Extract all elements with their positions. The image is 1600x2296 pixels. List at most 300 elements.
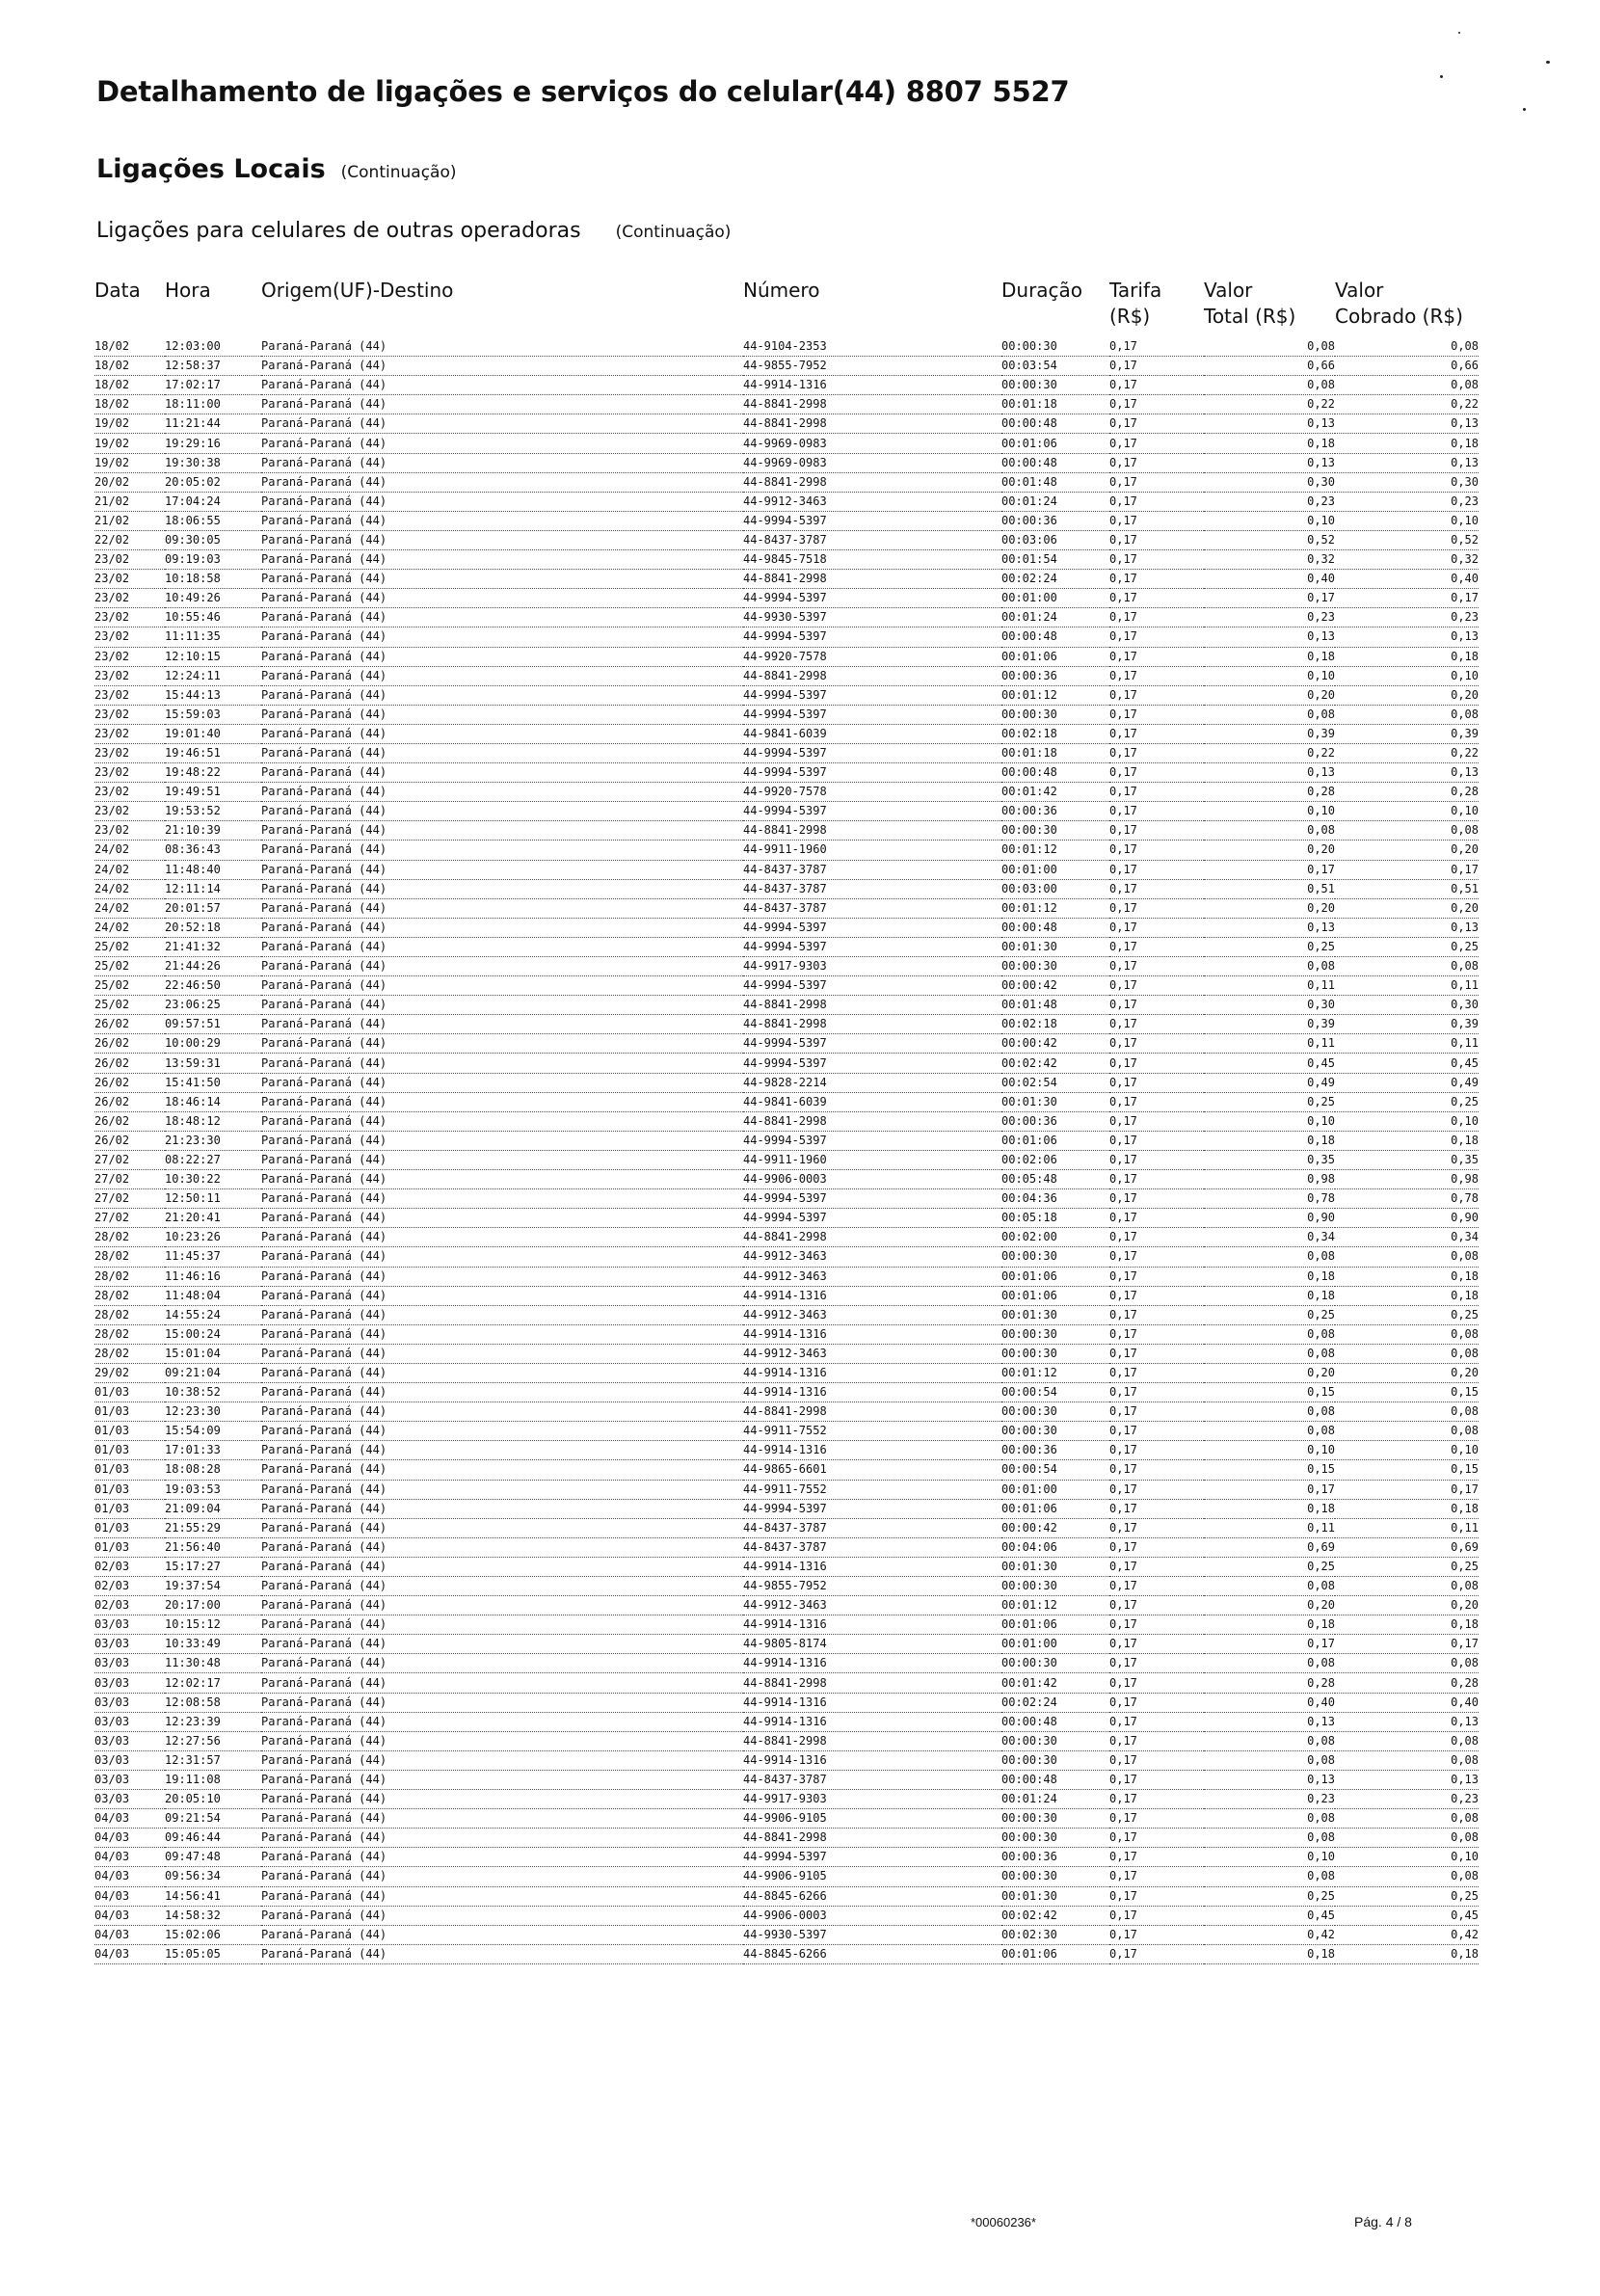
cell-valor-total: 0,18 (1204, 434, 1335, 453)
cell-origem: Paraná-Paraná (44) (261, 841, 743, 860)
cell-data: 23/02 (94, 705, 165, 724)
cell-valor-cobrado: 0,10 (1335, 1441, 1479, 1460)
cell-valor-cobrado: 0,10 (1335, 1848, 1479, 1867)
table-row (94, 1518, 1479, 1537)
cell-origem: Paraná-Paraná (44) (261, 337, 743, 357)
cell-valor-total: 0,17 (1204, 1480, 1335, 1499)
cell-numero: 44-9911-1960 (743, 1150, 1001, 1169)
cell-hora: 11:46:16 (165, 1267, 261, 1286)
cell-numero: 44-9845-7518 (743, 550, 1001, 570)
cell-valor-total: 0,34 (1204, 1228, 1335, 1247)
cell-duracao: 00:01:06 (1001, 647, 1109, 666)
cell-tarifa: 0,17 (1109, 879, 1204, 898)
cell-data: 04/03 (94, 1829, 165, 1848)
cell-valor-cobrado: 0,69 (1335, 1537, 1479, 1557)
cell-valor-total: 0,25 (1204, 1305, 1335, 1324)
cell-valor-cobrado: 0,18 (1335, 647, 1479, 666)
cell-valor-total: 0,20 (1204, 1363, 1335, 1382)
cell-tarifa: 0,17 (1109, 763, 1204, 783)
table-row (94, 898, 1479, 918)
cell-tarifa: 0,17 (1109, 976, 1204, 996)
cell-valor-cobrado: 0,08 (1335, 1809, 1479, 1829)
cell-valor-cobrado: 0,18 (1335, 1131, 1479, 1150)
cell-tarifa: 0,17 (1109, 1267, 1204, 1286)
scan-speck (1458, 32, 1460, 34)
cell-valor-cobrado: 0,08 (1335, 1577, 1479, 1596)
cell-duracao: 00:01:06 (1001, 1944, 1109, 1963)
subsection-continuation: (Continuação) (615, 223, 732, 242)
cell-data: 01/03 (94, 1460, 165, 1480)
cell-valor-cobrado: 0,15 (1335, 1383, 1479, 1402)
table-row (94, 1673, 1479, 1693)
cell-numero: 44-8841-2998 (743, 570, 1001, 589)
cell-valor-total: 0,25 (1204, 1557, 1335, 1576)
cell-tarifa: 0,17 (1109, 1422, 1204, 1441)
cell-duracao: 00:01:12 (1001, 1596, 1109, 1615)
table-row (94, 802, 1479, 821)
cell-valor-cobrado: 0,40 (1335, 1693, 1479, 1712)
table-row (94, 1770, 1479, 1789)
cell-tarifa: 0,17 (1109, 1925, 1204, 1944)
cell-hora: 21:44:26 (165, 957, 261, 976)
cell-hora: 19:37:54 (165, 1577, 261, 1596)
table-row (94, 1131, 1479, 1150)
cell-data: 23/02 (94, 627, 165, 647)
cell-valor-cobrado: 0,08 (1335, 1422, 1479, 1441)
cell-data: 26/02 (94, 1131, 165, 1150)
cell-tarifa: 0,17 (1109, 357, 1204, 376)
cell-origem: Paraná-Paraná (44) (261, 802, 743, 821)
table-row (94, 1344, 1479, 1363)
cell-valor-total: 0,45 (1204, 1906, 1335, 1925)
cell-valor-total: 0,18 (1204, 1267, 1335, 1286)
cell-numero: 44-9994-5397 (743, 1131, 1001, 1150)
table-row (94, 589, 1479, 608)
cell-numero: 44-9914-1316 (743, 1383, 1001, 1402)
cell-tarifa: 0,17 (1109, 1034, 1204, 1054)
cell-valor-total: 0,08 (1204, 821, 1335, 841)
cell-origem: Paraná-Paraná (44) (261, 860, 743, 879)
cell-numero: 44-9906-9105 (743, 1809, 1001, 1829)
cell-origem: Paraná-Paraná (44) (261, 937, 743, 956)
cell-origem: Paraná-Paraná (44) (261, 1034, 743, 1054)
cell-valor-cobrado: 0,11 (1335, 1034, 1479, 1054)
cell-origem: Paraná-Paraná (44) (261, 976, 743, 996)
table-row (94, 1731, 1479, 1750)
cell-hora: 21:20:41 (165, 1209, 261, 1228)
cell-tarifa: 0,17 (1109, 434, 1204, 453)
cell-numero: 44-8437-3787 (743, 1518, 1001, 1537)
cell-numero: 44-9914-1316 (743, 1615, 1001, 1635)
cell-data: 28/02 (94, 1286, 165, 1305)
table-row (94, 1635, 1479, 1654)
cell-tarifa: 0,17 (1109, 530, 1204, 549)
cell-numero: 44-9994-5397 (743, 802, 1001, 821)
cell-numero: 44-8841-2998 (743, 414, 1001, 434)
cell-duracao: 00:01:30 (1001, 1305, 1109, 1324)
cell-origem: Paraná-Paraná (44) (261, 705, 743, 724)
cell-duracao: 00:01:30 (1001, 1886, 1109, 1906)
cell-valor-cobrado: 0,13 (1335, 627, 1479, 647)
cell-hora: 18:48:12 (165, 1111, 261, 1131)
table-row (94, 1499, 1479, 1518)
cell-numero: 44-8841-2998 (743, 666, 1001, 685)
cell-valor-total: 0,23 (1204, 608, 1335, 627)
col-header-data: Data (94, 279, 141, 302)
cell-origem: Paraná-Paraná (44) (261, 879, 743, 898)
cell-duracao: 00:03:00 (1001, 879, 1109, 898)
table-row (94, 1441, 1479, 1460)
cell-origem: Paraná-Paraná (44) (261, 1324, 743, 1344)
cell-valor-total: 0,08 (1204, 1654, 1335, 1673)
cell-hora: 19:03:53 (165, 1480, 261, 1499)
cell-valor-total: 0,22 (1204, 395, 1335, 414)
cell-data: 28/02 (94, 1305, 165, 1324)
cell-hora: 12:31:57 (165, 1750, 261, 1770)
cell-tarifa: 0,17 (1109, 1305, 1204, 1324)
col-header-tarifa (1109, 278, 1204, 337)
cell-numero: 44-9914-1316 (743, 1441, 1001, 1460)
cell-tarifa: 0,17 (1109, 1596, 1204, 1615)
cell-duracao: 00:04:36 (1001, 1189, 1109, 1209)
cell-duracao: 00:00:42 (1001, 976, 1109, 996)
cell-tarifa: 0,17 (1109, 1131, 1204, 1150)
cell-tarifa: 0,17 (1109, 1286, 1204, 1305)
cell-hora: 15:41:50 (165, 1073, 261, 1092)
cell-hora: 09:21:54 (165, 1809, 261, 1829)
cell-origem: Paraná-Paraná (44) (261, 1150, 743, 1169)
cell-tarifa: 0,17 (1109, 957, 1204, 976)
cell-numero: 44-9914-1316 (743, 1693, 1001, 1712)
cell-data: 18/02 (94, 395, 165, 414)
cell-duracao: 00:01:06 (1001, 434, 1109, 453)
cell-duracao: 00:01:24 (1001, 492, 1109, 511)
cell-data: 04/03 (94, 1906, 165, 1925)
cell-origem: Paraná-Paraná (44) (261, 453, 743, 472)
scan-speck (1523, 108, 1526, 111)
cell-numero: 44-9994-5397 (743, 1054, 1001, 1073)
cell-data: 01/03 (94, 1441, 165, 1460)
cell-valor-total: 0,08 (1204, 1324, 1335, 1344)
cell-origem: Paraná-Paraná (44) (261, 685, 743, 705)
cell-valor-total: 0,49 (1204, 1073, 1335, 1092)
valor-total-label: Valor (1204, 279, 1253, 302)
cell-data: 26/02 (94, 1054, 165, 1073)
cell-valor-total: 0,10 (1204, 802, 1335, 821)
cell-valor-total: 0,98 (1204, 1170, 1335, 1189)
cell-valor-total: 0,18 (1204, 1131, 1335, 1150)
cell-duracao: 00:00:36 (1001, 1441, 1109, 1460)
cell-duracao: 00:00:54 (1001, 1460, 1109, 1480)
cell-hora: 18:46:14 (165, 1092, 261, 1111)
cell-origem: Paraná-Paraná (44) (261, 1363, 743, 1382)
col-header-valor-total (1204, 278, 1335, 337)
cell-origem: Paraná-Paraná (44) (261, 1615, 743, 1635)
cell-valor-cobrado: 0,25 (1335, 1305, 1479, 1324)
valor-total-unit: Total (R$) (1204, 305, 1296, 328)
cell-numero: 44-9994-5397 (743, 589, 1001, 608)
cell-hora: 14:56:41 (165, 1886, 261, 1906)
cell-duracao: 00:00:48 (1001, 627, 1109, 647)
cell-valor-total: 0,39 (1204, 1015, 1335, 1034)
cell-duracao: 00:00:30 (1001, 1577, 1109, 1596)
cell-numero: 44-9914-1316 (743, 376, 1001, 395)
cell-origem: Paraná-Paraná (44) (261, 1809, 743, 1829)
cell-numero: 44-8437-3787 (743, 1770, 1001, 1789)
cell-data: 27/02 (94, 1189, 165, 1209)
cell-duracao: 00:00:30 (1001, 705, 1109, 724)
table-row (94, 376, 1479, 395)
cell-tarifa: 0,17 (1109, 1518, 1204, 1537)
cell-valor-cobrado: 0,20 (1335, 1363, 1479, 1382)
cell-hora: 19:29:16 (165, 434, 261, 453)
cell-data: 26/02 (94, 1034, 165, 1054)
table-row (94, 743, 1479, 762)
cell-duracao: 00:00:30 (1001, 1809, 1109, 1829)
cell-hora: 19:30:38 (165, 453, 261, 472)
cell-data: 23/02 (94, 666, 165, 685)
table-row (94, 1615, 1479, 1635)
page-title: Detalhamento de ligações e serviços do celular(44) 8807 5527 (96, 75, 1070, 108)
cell-hora: 10:49:26 (165, 589, 261, 608)
cell-origem: Paraná-Paraná (44) (261, 1402, 743, 1422)
cell-numero: 44-9912-3463 (743, 1267, 1001, 1286)
cell-tarifa: 0,17 (1109, 1750, 1204, 1770)
cell-valor-total: 0,13 (1204, 763, 1335, 783)
cell-valor-cobrado: 0,10 (1335, 802, 1479, 821)
cell-data: 03/03 (94, 1790, 165, 1809)
cell-numero: 44-8437-3787 (743, 898, 1001, 918)
cell-hora: 12:50:11 (165, 1189, 261, 1209)
cell-valor-cobrado: 0,25 (1335, 937, 1479, 956)
cell-origem: Paraná-Paraná (44) (261, 1712, 743, 1731)
cell-numero: 44-9841-6039 (743, 724, 1001, 743)
cell-tarifa: 0,17 (1109, 1673, 1204, 1693)
cell-data: 03/03 (94, 1712, 165, 1731)
cell-tarifa: 0,17 (1109, 1073, 1204, 1092)
cell-valor-total: 0,23 (1204, 492, 1335, 511)
cell-data: 23/02 (94, 647, 165, 666)
table-row (94, 1925, 1479, 1944)
cell-tarifa: 0,17 (1109, 1731, 1204, 1750)
cell-data: 04/03 (94, 1925, 165, 1944)
cell-duracao: 00:00:30 (1001, 1867, 1109, 1886)
cell-valor-total: 0,10 (1204, 1111, 1335, 1131)
cell-origem: Paraná-Paraná (44) (261, 1131, 743, 1150)
cell-hora: 15:59:03 (165, 705, 261, 724)
table-row (94, 1015, 1479, 1034)
cell-valor-cobrado: 0,20 (1335, 841, 1479, 860)
cell-tarifa: 0,17 (1109, 395, 1204, 414)
cell-hora: 10:23:26 (165, 1228, 261, 1247)
cell-data: 23/02 (94, 821, 165, 841)
cell-valor-total: 0,17 (1204, 1635, 1335, 1654)
cell-valor-cobrado: 0,08 (1335, 1402, 1479, 1422)
cell-valor-cobrado: 0,23 (1335, 492, 1479, 511)
cell-data: 01/03 (94, 1402, 165, 1422)
cell-valor-cobrado: 0,66 (1335, 357, 1479, 376)
table-row (94, 724, 1479, 743)
cell-data: 01/03 (94, 1422, 165, 1441)
table-row (94, 1577, 1479, 1596)
cell-duracao: 00:00:30 (1001, 957, 1109, 976)
cell-data: 27/02 (94, 1170, 165, 1189)
cell-origem: Paraná-Paraná (44) (261, 1557, 743, 1576)
cell-tarifa: 0,17 (1109, 743, 1204, 762)
cell-valor-cobrado: 0,10 (1335, 666, 1479, 685)
cell-tarifa: 0,17 (1109, 898, 1204, 918)
cell-duracao: 00:02:18 (1001, 1015, 1109, 1034)
cell-hora: 10:38:52 (165, 1383, 261, 1402)
cell-duracao: 00:00:42 (1001, 1034, 1109, 1054)
cell-valor-total: 0,08 (1204, 1344, 1335, 1363)
cell-valor-cobrado: 0,13 (1335, 1770, 1479, 1789)
cell-valor-total: 0,13 (1204, 414, 1335, 434)
table-header-row (94, 278, 1479, 337)
table-row (94, 1480, 1479, 1499)
cell-tarifa: 0,17 (1109, 1111, 1204, 1131)
cell-data: 24/02 (94, 841, 165, 860)
cell-duracao: 00:00:30 (1001, 1247, 1109, 1267)
table-row (94, 1286, 1479, 1305)
cell-tarifa: 0,17 (1109, 570, 1204, 589)
cell-data: 27/02 (94, 1150, 165, 1169)
cell-tarifa: 0,17 (1109, 1557, 1204, 1576)
table-row (94, 1693, 1479, 1712)
cell-valor-cobrado: 0,17 (1335, 589, 1479, 608)
cell-duracao: 00:01:06 (1001, 1286, 1109, 1305)
tarifa-unit: (R$) (1109, 305, 1151, 328)
cell-data: 01/03 (94, 1499, 165, 1518)
cell-numero: 44-9994-5397 (743, 627, 1001, 647)
cell-numero: 44-9994-5397 (743, 743, 1001, 762)
cell-tarifa: 0,17 (1109, 1693, 1204, 1712)
cell-valor-total: 0,52 (1204, 530, 1335, 549)
cell-valor-total: 0,13 (1204, 627, 1335, 647)
cell-origem: Paraná-Paraná (44) (261, 1170, 743, 1189)
cell-tarifa: 0,17 (1109, 666, 1204, 685)
cell-data: 04/03 (94, 1809, 165, 1829)
cell-origem: Paraná-Paraná (44) (261, 1209, 743, 1228)
cell-numero: 44-8841-2998 (743, 996, 1001, 1015)
cell-origem: Paraná-Paraná (44) (261, 783, 743, 802)
cell-data: 22/02 (94, 530, 165, 549)
cell-data: 01/03 (94, 1518, 165, 1537)
cell-valor-cobrado: 0,18 (1335, 1615, 1479, 1635)
cell-tarifa: 0,17 (1109, 1324, 1204, 1344)
table-row (94, 1267, 1479, 1286)
cell-data: 25/02 (94, 957, 165, 976)
cell-hora: 12:58:37 (165, 357, 261, 376)
cell-duracao: 00:05:48 (1001, 1170, 1109, 1189)
table-row (94, 1537, 1479, 1557)
cell-duracao: 00:01:00 (1001, 1480, 1109, 1499)
cell-origem: Paraná-Paraná (44) (261, 1790, 743, 1809)
cell-valor-total: 0,22 (1204, 743, 1335, 762)
cell-valor-total: 0,25 (1204, 937, 1335, 956)
cell-valor-total: 0,78 (1204, 1189, 1335, 1209)
cell-valor-cobrado: 0,23 (1335, 608, 1479, 627)
table-row (94, 453, 1479, 472)
cell-numero: 44-8437-3787 (743, 530, 1001, 549)
cell-duracao: 00:04:06 (1001, 1537, 1109, 1557)
cell-duracao: 00:00:30 (1001, 1731, 1109, 1750)
cell-tarifa: 0,17 (1109, 918, 1204, 937)
table-row (94, 1750, 1479, 1770)
cell-tarifa: 0,17 (1109, 1402, 1204, 1422)
cell-hora: 19:49:51 (165, 783, 261, 802)
cell-valor-total: 0,35 (1204, 1150, 1335, 1169)
cell-valor-cobrado: 0,45 (1335, 1054, 1479, 1073)
cell-origem: Paraná-Paraná (44) (261, 608, 743, 627)
table-row (94, 1460, 1479, 1480)
cell-data: 23/02 (94, 589, 165, 608)
cell-numero: 44-9906-9105 (743, 1867, 1001, 1886)
cell-duracao: 00:02:06 (1001, 1150, 1109, 1169)
cell-valor-total: 0,08 (1204, 376, 1335, 395)
cell-numero: 44-9841-6039 (743, 1092, 1001, 1111)
cell-origem: Paraná-Paraná (44) (261, 1054, 743, 1073)
cell-valor-total: 0,40 (1204, 1693, 1335, 1712)
cell-hora: 20:05:02 (165, 472, 261, 492)
cell-tarifa: 0,17 (1109, 1770, 1204, 1789)
cell-data: 03/03 (94, 1731, 165, 1750)
cell-tarifa: 0,17 (1109, 821, 1204, 841)
cell-numero: 44-9911-7552 (743, 1480, 1001, 1499)
cell-valor-total: 0,10 (1204, 511, 1335, 530)
cell-hora: 10:15:12 (165, 1615, 261, 1635)
cell-duracao: 00:01:30 (1001, 1557, 1109, 1576)
cell-valor-total: 0,17 (1204, 860, 1335, 879)
cell-tarifa: 0,17 (1109, 1906, 1204, 1925)
cell-hora: 19:46:51 (165, 743, 261, 762)
table-row (94, 434, 1479, 453)
cell-valor-cobrado: 0,13 (1335, 453, 1479, 472)
cell-hora: 21:56:40 (165, 1537, 261, 1557)
cell-valor-total: 0,08 (1204, 1247, 1335, 1267)
cell-numero: 44-9914-1316 (743, 1286, 1001, 1305)
cell-hora: 12:08:58 (165, 1693, 261, 1712)
cell-valor-cobrado: 0,20 (1335, 1596, 1479, 1615)
cell-valor-total: 0,08 (1204, 1867, 1335, 1886)
table-row (94, 357, 1479, 376)
cell-numero: 44-9917-9303 (743, 1790, 1001, 1809)
cell-hora: 15:02:06 (165, 1925, 261, 1944)
cell-data: 23/02 (94, 608, 165, 627)
cell-numero: 44-9805-8174 (743, 1635, 1001, 1654)
cell-valor-cobrado: 0,08 (1335, 957, 1479, 976)
cell-duracao: 00:01:30 (1001, 937, 1109, 956)
cell-data: 23/02 (94, 743, 165, 762)
cell-valor-cobrado: 0,08 (1335, 337, 1479, 357)
cell-duracao: 00:00:48 (1001, 763, 1109, 783)
cell-origem: Paraná-Paraná (44) (261, 996, 743, 1015)
table-row (94, 860, 1479, 879)
cell-valor-cobrado: 0,30 (1335, 996, 1479, 1015)
cell-valor-cobrado: 0,39 (1335, 1015, 1479, 1034)
cell-tarifa: 0,17 (1109, 996, 1204, 1015)
cell-origem: Paraná-Paraná (44) (261, 1770, 743, 1789)
cell-origem: Paraná-Paraná (44) (261, 1925, 743, 1944)
calls-table (94, 278, 1479, 1964)
cell-data: 23/02 (94, 783, 165, 802)
table-row (94, 1422, 1479, 1441)
cell-hora: 19:01:40 (165, 724, 261, 743)
cell-data: 23/02 (94, 550, 165, 570)
cell-valor-cobrado: 0,40 (1335, 570, 1479, 589)
cell-numero: 44-9914-1316 (743, 1750, 1001, 1770)
cell-tarifa: 0,17 (1109, 860, 1204, 879)
